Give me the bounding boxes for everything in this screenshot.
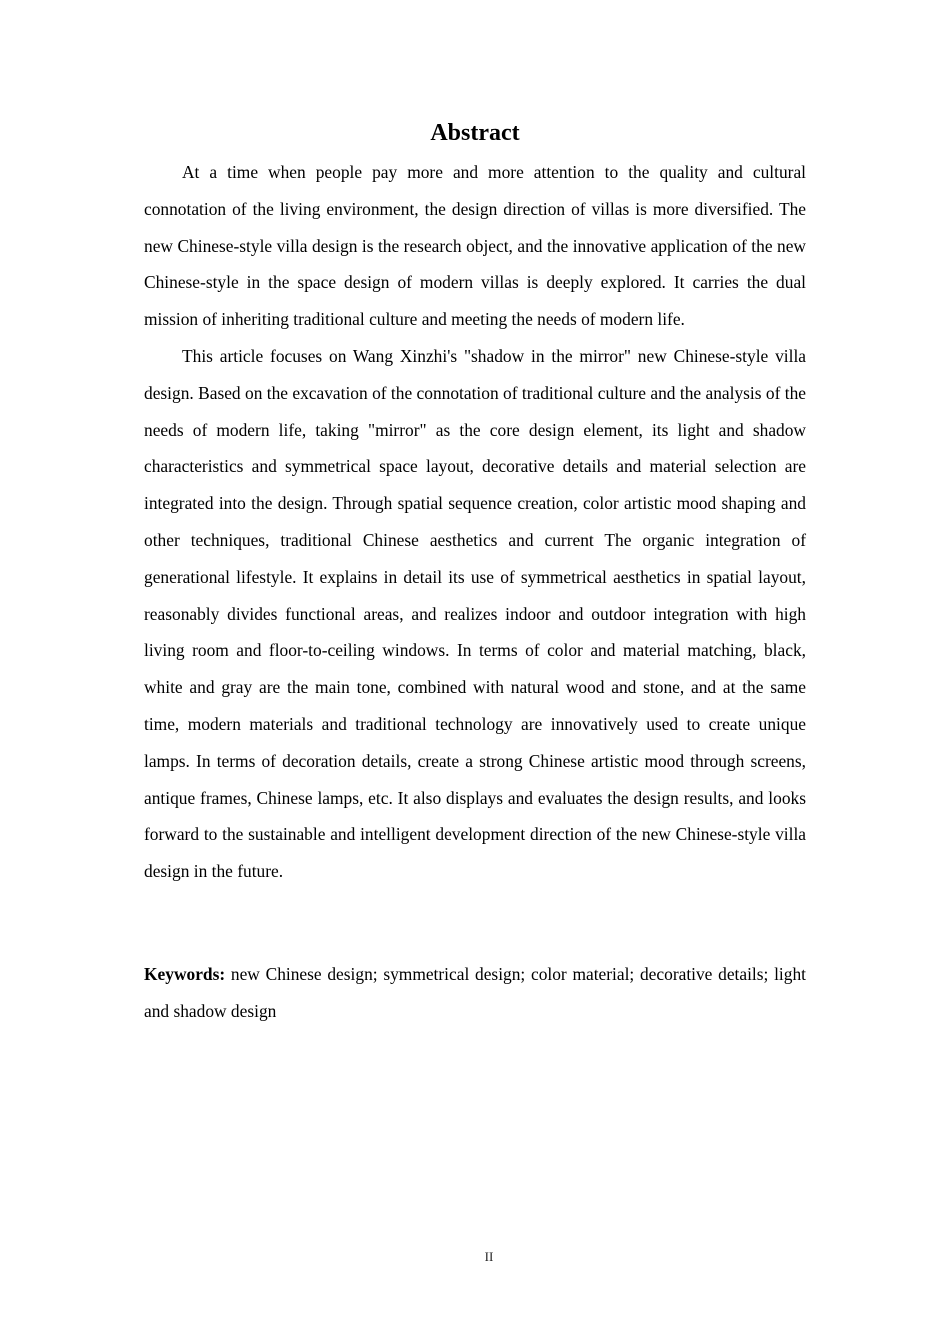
abstract-paragraph-1: At a time when people pay more and more attention to the quality and cultural connotation of the living environment, the design direction of villas is more diversified. The new Chinese-style villa design is the research object, and the innovative application of the new Chinese-style in the space design of modern villas is deeply explored. It carries the dual mission of inheriting traditional culture and meeting the needs of modern life. <box>144 162 806 330</box>
abstract-paragraph-2: This article focuses on Wang Xinzhi's "shadow in the mirror" new Chinese-style villa design. Based on the excavation of the connotation of traditional culture and the analysis of the needs of modern life, taking "mirror" as the core design element, its light and shadow characteristics and symmetrical space layout, decorative details and material selection are integrated into the design. Through spatial sequence creation, color artistic mood shaping and other techniques, traditional Chinese aesthetics and current The organic integration of generational lifestyle. It explains in detail its use of symmetrical aesthetics in spatial layout, reasonably divides functional areas, and realizes indoor and outdoor integration with high living room and floor-to-ceiling windows. In terms of color and material matching, black, white and gray are the main tone, combined with natural wood and stone, and at the same time, modern materials and traditional technology are innovatively used to create unique lamps. In terms of decoration details, create a strong Chinese artistic mood through screens, antique frames, Chinese lamps, etc. It also displays and evaluates the design results, and looks forward to the sustainable and intelligent development direction of the new Chinese-style villa design in the future. <box>144 345 806 882</box>
page-number: II <box>484 1249 494 1264</box>
keywords-label: Keywords: <box>144 964 226 984</box>
abstract-title: Abstract <box>430 120 520 146</box>
abstract-body <box>144 154 806 890</box>
keywords-line <box>144 956 806 1030</box>
keywords-text: new Chinese design; symmetrical design; color material; decorative details; light and shadow design <box>144 964 806 1021</box>
